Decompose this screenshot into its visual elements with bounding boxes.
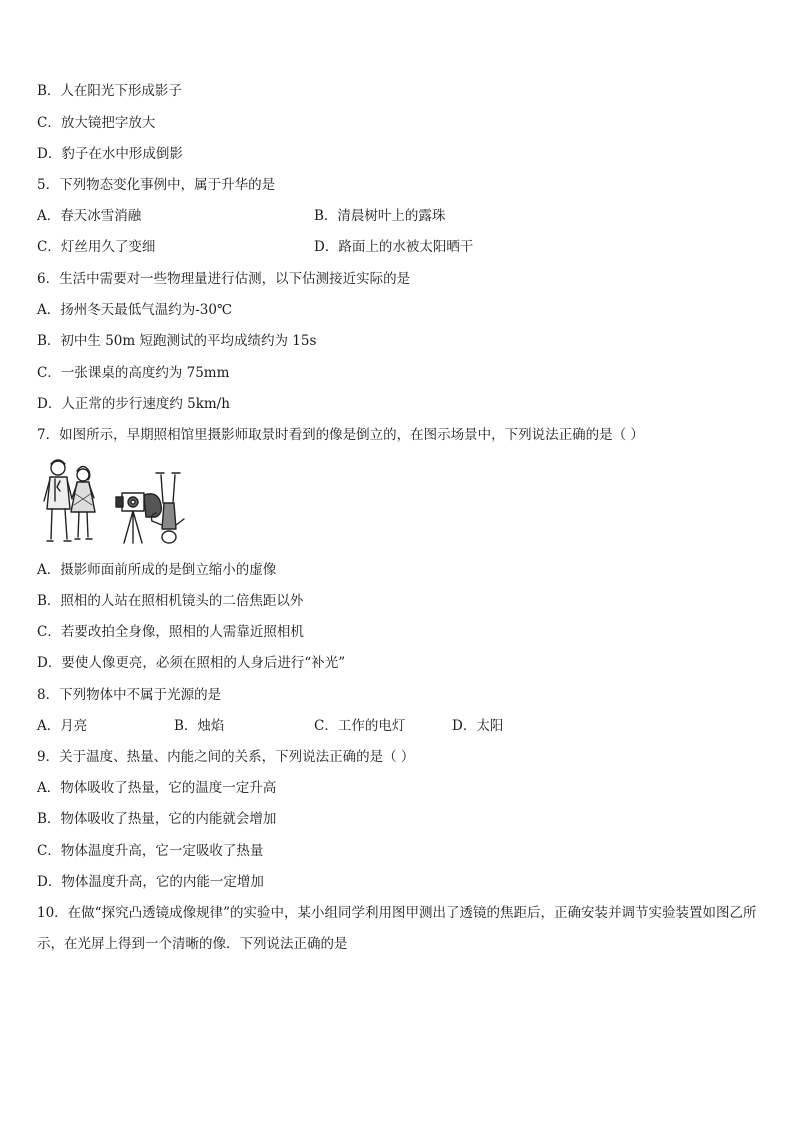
q4-option-b: B．人在阳光下形成影子 xyxy=(37,83,182,99)
q4-option-d: D．豹子在水中形成倒影 xyxy=(37,146,183,162)
q6-stem: 6．生活中需要对一些物理量进行估测，以下估测接近实际的是 xyxy=(37,271,411,287)
q7-option-a: A．摄影师面前所成的是倒立缩小的虚像 xyxy=(37,562,277,578)
q7-stem: 7．如图所示，早期照相馆里摄影师取景时看到的像是倒立的，在图示场景中，下列说法正确的是（ ） xyxy=(37,427,644,443)
q6-option-c: C．一张课桌的高度约为 75mm xyxy=(37,365,230,381)
q4-option-c: C．放大镜把字放大 xyxy=(37,115,156,131)
q6-option-d: D．人正常的步行速度约 5km/h xyxy=(37,396,230,412)
q9-stem: 9．关于温度、热量、内能之间的关系，下列说法正确的是（ ） xyxy=(37,749,415,765)
q5-option-b: B．清晨树叶上的露珠 xyxy=(314,208,446,224)
q5-stem: 5．下列物态变化事例中，属于升华的是 xyxy=(37,177,276,193)
photography-illustration xyxy=(38,455,190,551)
q7-option-c: C．若要改拍全身像，照相的人需靠近照相机 xyxy=(37,624,304,640)
q9-option-c: C．物体温度升高，它一定吸收了热量 xyxy=(37,843,264,859)
q6-option-a: A．扬州冬天最低气温约为-30℃ xyxy=(37,302,233,318)
q9-option-a: A．物体吸收了热量，它的温度一定升高 xyxy=(37,780,277,796)
q8-option-c: C．工作的电灯 xyxy=(314,718,406,734)
q9-option-b: B．物体吸收了热量，它的内能就会增加 xyxy=(37,811,277,827)
q8-option-d: D．太阳 xyxy=(452,718,504,734)
q10-stem: 10．在做“探究凸透镜成像规律”的实验中，某小组同学利用图甲测出了透镜的焦距后，正确安装并调节实验装置如图乙所示，在光屏上得到一个清晰的像．下列说法正确的是 xyxy=(37,905,757,952)
q8-stem: 8．下列物体中不属于光源的是 xyxy=(37,687,222,703)
q5-option-c: C．灯丝用久了变细 xyxy=(37,239,156,255)
q8-option-b: B．烛焰 xyxy=(174,718,225,734)
q7-option-b: B．照相的人站在照相机镜头的二倍焦距以外 xyxy=(37,593,304,609)
q5-option-a: A．春天冰雪消融 xyxy=(37,208,142,224)
q9-option-d: D．物体温度升高，它的内能一定增加 xyxy=(37,874,264,890)
q5-option-d: D．路面上的水被太阳晒干 xyxy=(314,239,474,255)
q6-option-b: B．初中生 50m 短跑测试的平均成绩约为 15s xyxy=(37,333,317,349)
q7-option-d: D．要使人像更亮，必须在照相的人身后进行“补光” xyxy=(37,655,346,671)
q8-option-a: A．月亮 xyxy=(37,718,88,734)
